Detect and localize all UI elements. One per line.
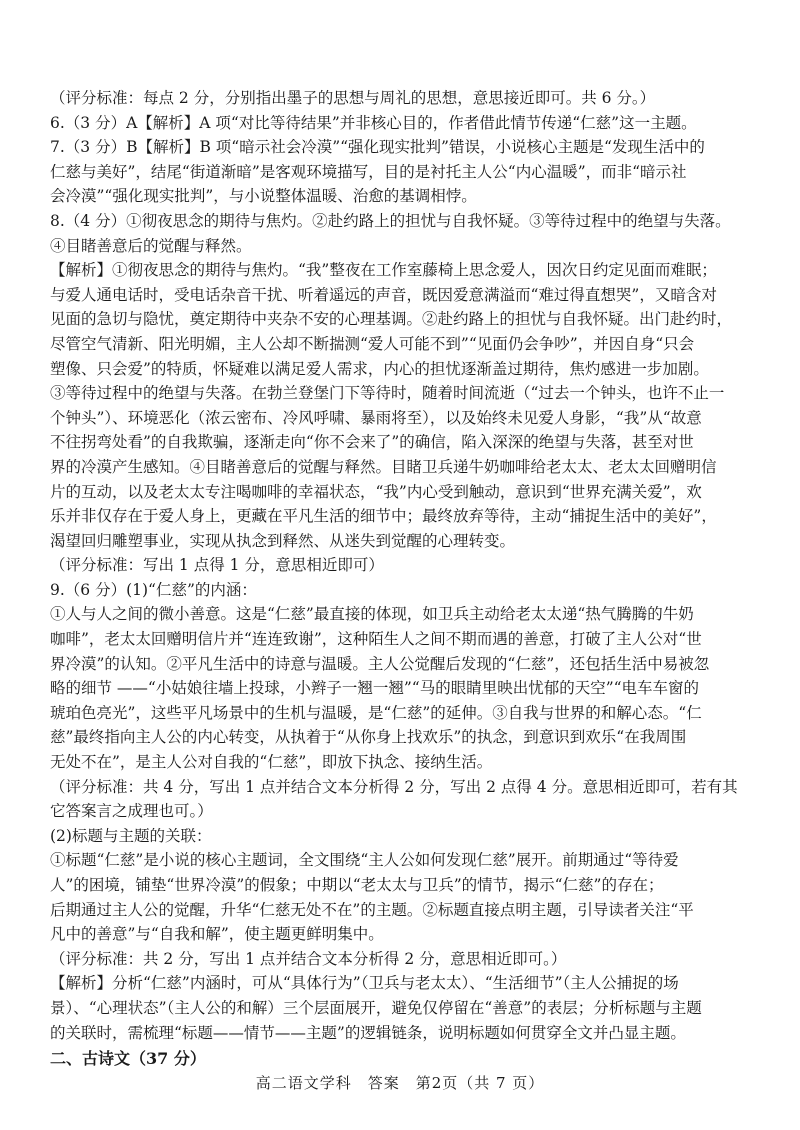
text-line: 8.（4 分）①彻夜思念的期待与焦灼。②赴约路上的担忧与自我怀疑。③等待过程中的绝望与失落。	[50, 211, 731, 230]
text-line: 9.（6 分）(1)“仁慈”的内涵：	[50, 580, 257, 599]
text-line: 界冷漠”的认知。②平凡生活中的诗意与温暖。主人公觉醒后发现的“仁慈”，还包括生活中易被忽	[50, 654, 710, 673]
text-line: 【解析】①彻夜思念的期待与焦灼。“我”整夜在工作室藤椅上思念爱人，因次日约定见面而难眠；	[50, 261, 717, 280]
text-line: 它答案言之成理也可。）	[50, 802, 213, 821]
text-line: 尽管空气清新、阳光明媚，主人公却不断揣测“爱人可能不到”“见面仍会争吵”，并因自身“只会	[50, 334, 695, 353]
text-line: 凡中的善意”与“自我和解”，使主题更鲜明集中。	[50, 925, 384, 944]
text-line: 渴望回归雕塑事业，实现从执念到释然、从迷失到觉醒的心理转变。	[50, 531, 516, 550]
text-line: 仁慈与美好”，结尾“街道渐暗”是客观环境描写，目的是衬托主人公“内心温暖”，而非“暗示社	[50, 162, 687, 181]
text-line: 无处不在”，是主人公对自我的“仁慈”，即放下执念、接纳生活。	[50, 753, 493, 772]
text-line: 景）、“心理状态”（主人公的和解）三个层面展开，避免仅停留在“善意”的表层；分析标题与主题	[50, 998, 702, 1017]
text-line: （评分标准：共 4 分，写出 1 点并结合文本分析得 2 分，写出 2 点得 4 分。意思相近即可，若有其	[50, 777, 738, 796]
text-line: 会冷漠”“强化现实批判”，与小说整体温暖、治愈的基调相悖。	[50, 187, 477, 206]
text-line: (2)标题与主题的关联：	[50, 826, 212, 845]
text-line: 界的冷漠产生感知。④目睹善意后的觉醒与释然。目睹卫兵递牛奶咖啡给老太太、老太太回赠明信	[50, 457, 717, 476]
text-line: 与爱人通电话时，受电话杂音干扰、听着遥远的声音，既因爱意满溢而“难过得直想哭”，又暗含对	[50, 285, 717, 304]
text-line: ①人与人之间的微小善意。这是“仁慈”最直接的体现，如卫兵主动给老太太递“热气腾腾的牛奶	[50, 605, 694, 624]
text-line: （评分标准：写出 1 点得 1 分，意思相近即可）	[50, 556, 384, 575]
text-line: 人”的困境，铺垫“世界冷漠”的假象；中期以“老太太与卫兵”的情节，揭示“仁慈”的存在；	[50, 876, 664, 894]
text-line: 后期通过主人公的觉醒，升华“仁慈无处不在”的主题。②标题直接点明主题，引导读者关注“平	[50, 900, 694, 919]
text-line: 不往拐弯处看”的自我欺骗，逐渐走向“你不会来了”的确信，陷入深深的绝望与失落，甚至对世	[50, 433, 694, 452]
text-line: 琥珀色亮光”，这些平凡场景中的生机与温暖，是“仁慈”的延伸。③自我与世界的和解心态。“仁	[50, 703, 702, 722]
text-line: 个钟头”）、环境恶化（浓云密布、冷风呼啸、暴雨将至），以及始终未见爱人身影，“我”从“故意	[50, 408, 702, 427]
text-line: ①标题“仁慈”是小说的核心主题词，全文围绕“主人公如何发现仁慈”展开。前期通过“等待爱	[50, 851, 679, 870]
text-line: 慈”最终指向主人公的内心转变，从执着于“从你身上找欢乐”的执念，到意识到欢乐“在我周围	[50, 728, 687, 747]
text-line: ④目睹善意后的觉醒与释然。	[50, 236, 252, 255]
text-line: 略的细节 ——“小姑娘往墙上投球，小辫子一翘一翘”“马的眼睛里映出忧郁的天空”“电车车窗的	[50, 679, 700, 698]
text-line: 乐并非仅存在于爱人身上，更藏在平凡生活的细节中；最终放弃等待，主动“捕捉生活中的美好”，	[50, 507, 717, 526]
section-heading: 二、古诗文（37 分）	[50, 1049, 206, 1069]
text-line: 片的互动，以及老太太专注喝咖啡的幸福状态，“我”内心受到触动，意识到“世界充满关爱”，欢	[50, 482, 702, 501]
text-line: ③等待过程中的绝望与失落。在勃兰登堡门下等待时，随着时间流逝（“过去一个钟头，也许不止一	[50, 384, 725, 403]
text-line: （评分标准：每点 2 分，分别指出墨子的思想与周礼的思想，意思接近即可。共 6 分。）	[50, 89, 656, 107]
text-line: 的关联时，需梳理“标题——情节——主题”的逻辑链条，说明标题如何贯穿全文并凸显主题。	[50, 1023, 686, 1042]
text-line: 见面的急切与隐忧，奠定期待中夹杂不安的心理基调。②赴约路上的担忧与自我怀疑。出门赴约时，	[50, 310, 733, 329]
text-line: 咖啡”，老太太回赠明信片并“连连致谢”，这种陌生人之间不期而遇的善意，打破了主人公对“世	[50, 630, 702, 649]
text-line: 塑像、只会爱”的特质，怀疑难以满足爱人需求，内心的担忧逐渐盖过期待，焦灼感进一步加剧。	[50, 359, 709, 378]
text-line: 【解析】分析“仁慈”内涵时，可从“具体行为”（卫兵与老太太）、“生活细节”（主人公捕捉的场	[50, 974, 679, 993]
text-line: （评分标准：共 2 分，写出 1 点并结合文本分析得 2 分，意思相近即可。）	[50, 949, 567, 968]
text-line: 7.（3 分）B【解析】B 项“暗示社会冷漠”“强化现实批判”错误，小说核心主题是“发现生活中的	[50, 138, 705, 157]
page-footer: 高二语文学科 答案 第2页（共 7 页）	[255, 1074, 545, 1092]
text-line: 6.（3 分）A【解析】A 项“对比等待结果”并非核心目的，作者借此情节传递“仁慈”这一主题。	[50, 113, 697, 132]
answer-text-block	[50, 86, 766, 1072]
